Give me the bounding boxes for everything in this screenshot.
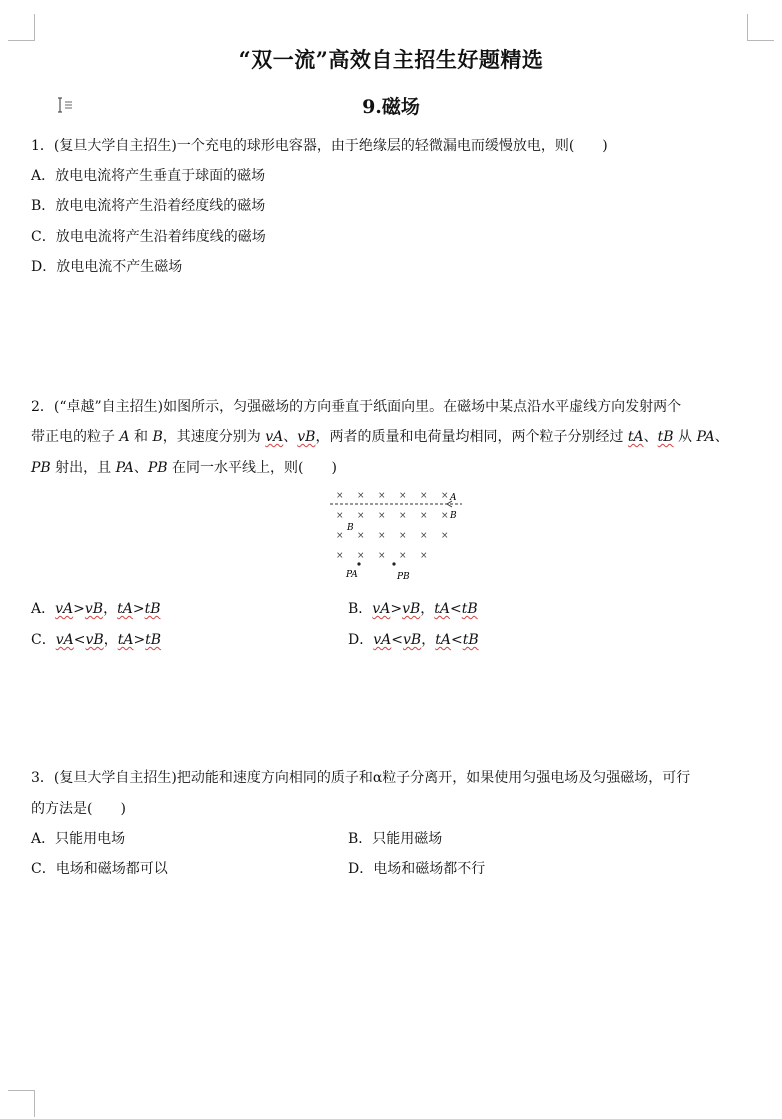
field-cross-mark: × xyxy=(399,531,407,541)
magnetic-field-figure xyxy=(328,487,466,585)
var-tA: tA xyxy=(627,429,644,445)
question-1-option-d: D．放电电流不产生磁场 xyxy=(31,259,183,275)
question-2-stem-line-3: PB 射出，且 PA、PB 在同一水平线上，则( ) xyxy=(31,460,337,476)
field-cross-mark: × xyxy=(378,551,386,561)
figure-label-b: B xyxy=(347,523,354,533)
page-title: “双一流”高效自主招生好题精选 xyxy=(238,47,544,72)
point-pa xyxy=(357,562,360,565)
question-1-option-c: C．放电电流将产生沿着纬度线的磁场 xyxy=(31,229,266,245)
question-2-option-b: B．vA>vB，tA<tB xyxy=(348,601,478,617)
question-1-stem: 1．(复旦大学自主招生)一个充电的球形电容器，由于绝缘层的轻微漏电而缓慢放电，则( ) xyxy=(31,138,608,154)
question-2-option-c: C．vA<vB，tA>tB xyxy=(31,632,162,648)
figure-label-a: A xyxy=(450,493,457,503)
question-2-option-a: A．vA>vB，tA>tB xyxy=(31,601,161,617)
var-vA: vA xyxy=(265,429,284,445)
field-cross-mark: × xyxy=(378,531,386,541)
field-cross-mark: × xyxy=(399,491,407,501)
field-cross-mark: × xyxy=(441,531,449,541)
field-cross-mark: × xyxy=(420,531,428,541)
field-cross-mark: × xyxy=(399,511,407,521)
crop-mark-top-right xyxy=(747,14,774,41)
crop-mark-top-left xyxy=(8,14,35,41)
var-tB: tB xyxy=(657,429,674,445)
figure-label-b-right: B xyxy=(450,511,457,521)
field-cross-mark: × xyxy=(420,511,428,521)
field-cross-mark: × xyxy=(336,491,344,501)
question-3-stem-line-1: 3．(复旦大学自主招生)把动能和速度方向相同的质子和α粒子分离开，如果使用匀强电场及匀强磁场，可行 xyxy=(31,770,691,786)
field-cross-mark: × xyxy=(441,491,449,501)
figure-label-pb: PB xyxy=(397,572,410,582)
field-cross-mark: × xyxy=(420,491,428,501)
question-1-option-b: B．放电电流将产生沿着经度线的磁场 xyxy=(31,198,266,214)
var-vB: vB xyxy=(297,429,316,445)
field-cross-mark: × xyxy=(336,531,344,541)
field-cross-mark: × xyxy=(336,511,344,521)
field-cross-mark: × xyxy=(357,511,365,521)
question-3-option-d: D．电场和磁场都不行 xyxy=(348,861,486,877)
field-cross-mark: × xyxy=(378,511,386,521)
question-2-option-d: D．vA<vB，tA<tB xyxy=(348,632,479,648)
field-cross-mark: × xyxy=(378,491,386,501)
crop-mark-bottom-left xyxy=(8,1090,35,1117)
question-3-stem-line-2: 的方法是( ) xyxy=(31,801,126,817)
field-cross-mark: × xyxy=(357,551,365,561)
field-cross-mark: × xyxy=(357,531,365,541)
question-3-option-b: B．只能用磁场 xyxy=(348,831,443,847)
question-2-stem-line-1: 2．(“卓越”自主招生)如图所示，匀强磁场的方向垂直于纸面向里。在磁场中某点沿水平虚线方向发射两个 xyxy=(31,399,682,415)
question-3-option-c: C．电场和磁场都可以 xyxy=(31,861,168,877)
field-cross-mark: × xyxy=(336,551,344,561)
field-cross-mark: × xyxy=(420,551,428,561)
point-pb xyxy=(392,562,395,565)
question-2-stem-line-2: 带正电的粒子 A 和 B，其速度分别为 vA、vB，两者的质量和电荷量均相同，两个粒子分别经过 tA、tB 从 PA、 xyxy=(31,429,729,445)
field-cross-mark: × xyxy=(441,511,449,521)
field-cross-mark: × xyxy=(357,491,365,501)
section-title: 9.磁场 xyxy=(362,96,420,118)
figure-label-pa: PA xyxy=(346,570,358,580)
field-cross-mark: × xyxy=(399,551,407,561)
question-1-option-a: A．放电电流将产生垂直于球面的磁场 xyxy=(31,168,266,184)
question-3-option-a: A．只能用电场 xyxy=(31,831,126,847)
